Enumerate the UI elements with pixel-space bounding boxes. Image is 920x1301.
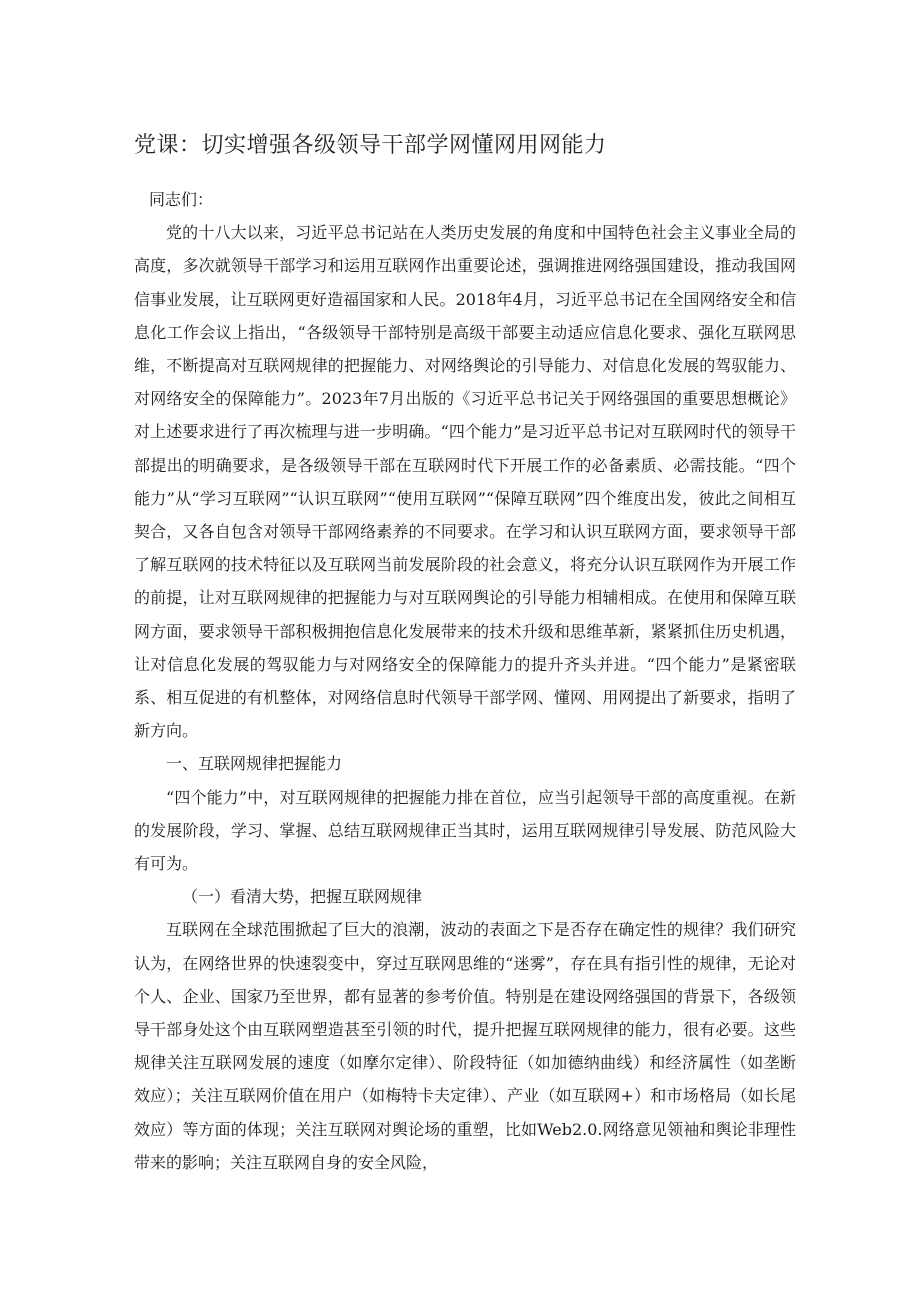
section-heading-1: 一、互联网规律把握能力 <box>166 754 343 774</box>
paragraph-intro: 党的十八大以来，习近平总书记站在人类历史发展的角度和中国特色社会主义事业全局的高度，多次就领导干部学习和运用互联网作出重要论述，强调推进网络强国建设，推动我国网信事业发展，让互联网更好造福国家和人民。2018年4月，习近平总书记在全国网络安全和信息化工作会议上指出，“各级领导干部特别是高级干部要主动适应信息化要求、强化互联网思维，不断提高对互联网规律的把握能力、对网络舆论的引导能力、对信息化发展的驾驭能力、对网络安全的保障能力”。2023年7月出版的《习近平总书记关于网络强国的重要思想概论》对上述要求进行了再次梳理与进一步明确。“四个能力”是习近平总书记对互联网时代的领导干部提出的明确要求，是各级领导干部在互联网时代下开展工作的必备素质、必需技能。“四个能力”从“学习互联网”“认识互联网”“使用互联网”“保障互联网”四个维度出发，彼此之间相互契合，又各自包含对领导干部网络素养的不同要求。在学习和认识互联网方面，要求领导干部了解互联网的技术特征以及互联网当前发展阶段的社会意义，将充分认识互联网作为开展工作的前提，让对互联网规律的把握能力与对互联网舆论的引导能力相辅相成。在使用和保障互联网方面，要求领导干部积极拥抱信息化发展带来的技术升级和思维革新，紧紧抓住历史机遇，让对信息化发展的驾驭能力与对网络安全的保障能力的提升齐头并进。“四个能力”是紧密联系、相互促进的有机整体，对网络信息时代领导干部学网、懂网、用网提出了新要求，指明了新方向。 <box>134 223 796 741</box>
document-page <box>134 0 796 1301</box>
salutation: 同志们： <box>149 190 214 209</box>
paragraph-subsection-1: 互联网在全球范围掀起了巨大的浪潮，波动的表面之下是否存在确定性的规律？我们研究认为，在网络世界的快速裂变中，穿过互联网思维的“迷雾”，存在具有指引性的规律，无论对个人、企业、国家乃至世界，都有显著的参考价值。特别是在建设网络强国的背景下，各级领导干部身处这个由互联网塑造甚至引领的时代，提升把握互联网规律的能力，很有必要。这些规律关注互联网发展的速度（如摩尔定律）、阶段特征（如加德纳曲线）和经济属性（如垄断效应）；关注互联网价值在用户（如梅特卡夫定律）、产业（如互联网+）和市场格局（如长尾效应）等方面的体现；关注互联网对舆论场的重塑，比如Web2.0.网络意见领袖和舆论非理性带来的影响；关注互联网自身的安全风险， <box>134 920 796 1172</box>
subsection-heading-1: （一）看清大势，把握互联网规律 <box>182 887 423 907</box>
document-title: 党课：切实增强各级领导干部学网懂网用网能力 <box>134 133 607 158</box>
paragraph-section-1: “四个能力”中，对互联网规律的把握能力排在首位，应当引起领导干部的高度重视。在新的发展阶段，学习、掌握、总结互联网规律正当其时，运用互联网规律引导发展、防范风险大有可为。 <box>134 787 796 874</box>
document-body <box>134 183 796 1179</box>
